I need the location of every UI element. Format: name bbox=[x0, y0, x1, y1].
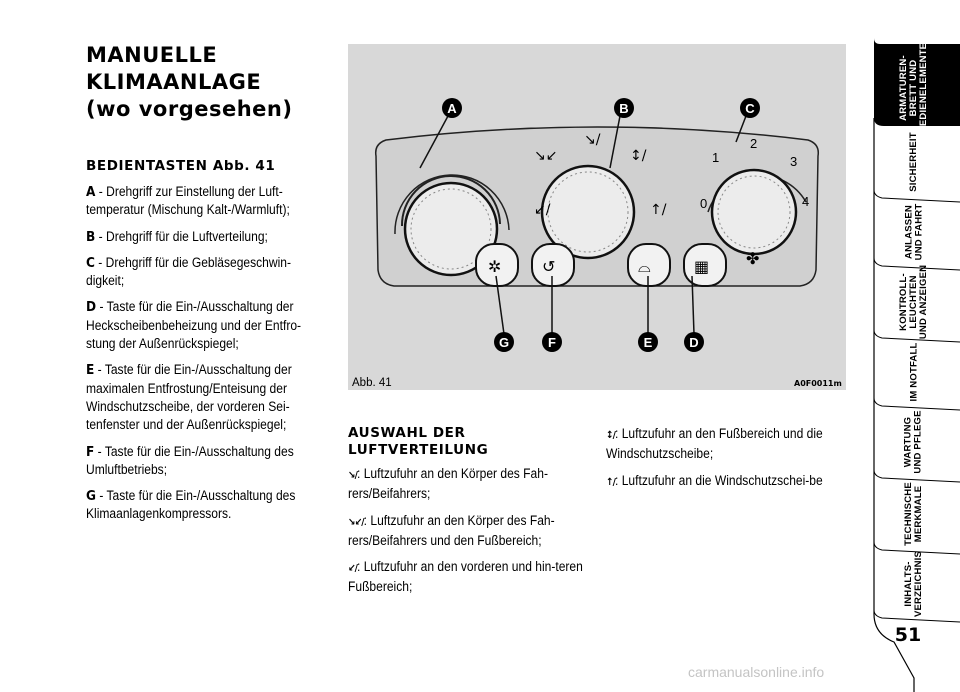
control-item-d: D - Taste für die Ein-/Ausschaltung der Heckscheibenbeheizung und der Entfro-stung der Außenrückspiegel; bbox=[86, 299, 302, 352]
sidebar-tab-kontrollleuchten[interactable]: KONTROLL- LEUCHTEN UND ANZEIGEN bbox=[897, 264, 929, 340]
vent-feet-icon: ↙/ bbox=[534, 202, 551, 218]
sidebar-tab-sicherheit[interactable]: SICHERHEIT bbox=[907, 132, 919, 192]
svg-text:G: G bbox=[498, 335, 510, 350]
sidebar-tab-inhaltsverzeichnis[interactable]: INHALTS- VERZEICHNIS bbox=[902, 550, 924, 618]
control-item-e: E - Taste für die Ein-/Ausschaltung der maximalen Entfrostung/Enteisung der Windschutzscheibe, der vorderen Sei-tenfenster und der Außenrückspiegel; bbox=[86, 362, 292, 433]
callout-c bbox=[740, 98, 760, 118]
vent-icon: ↘↙ bbox=[534, 148, 558, 164]
svg-text:C: C bbox=[745, 101, 755, 116]
speed-mark-4: 4 bbox=[802, 194, 810, 209]
figure-caption: Abb. 41 bbox=[352, 377, 392, 389]
controls-heading: BEDIENTASTEN Abb. 41 bbox=[86, 158, 276, 174]
recirculation-icon: ↺ bbox=[542, 257, 556, 276]
sidebar-tab-anlassen[interactable]: ANLASSEN UND FAHRT bbox=[903, 203, 924, 261]
climate-panel-figure bbox=[348, 44, 846, 390]
air-distribution-section bbox=[348, 425, 588, 605]
vent-windshield-icon: ↑/ bbox=[650, 202, 667, 218]
page-title bbox=[86, 42, 326, 123]
callout-a bbox=[442, 98, 462, 118]
control-item-g: G - Taste für die Ein-/Ausschaltung des Klimaanlagenkompressors. bbox=[86, 488, 296, 522]
title-line-3: (wo vorgesehen) bbox=[86, 97, 293, 121]
svg-text:A: A bbox=[447, 101, 457, 116]
air-distribution-heading: AUSWAHL DER LUFTVERTEILUNG bbox=[348, 425, 489, 458]
rear-defrost-icon: ▦ bbox=[694, 257, 710, 276]
watermark: carmanualsonline.info bbox=[688, 664, 825, 680]
callout-e bbox=[638, 332, 658, 352]
sidebar-tab-technische-merkmale[interactable]: TECHNISCHE MERKMALE bbox=[902, 482, 924, 546]
vent-defrost-icon: ↕/ bbox=[630, 148, 647, 164]
air-distribution-section-cont bbox=[606, 425, 850, 500]
speed-mark-2: 2 bbox=[750, 136, 758, 151]
sidebar-tab-armaturenbrett[interactable]: ARMATUREN- BRETT UND BEDIENELEMENTE bbox=[897, 42, 929, 134]
fan-icon: ✤ bbox=[746, 249, 760, 268]
svg-text:D: D bbox=[689, 335, 699, 350]
air-item-2: ↘↙/: Luftzufuhr an den Körper des Fah-rers/Beifahrers und den Fußbereich; bbox=[348, 512, 555, 548]
control-item-a: A - Drehgriff zur Einstellung der Luft-temperatur (Mischung Kalt-/Warmluft); bbox=[86, 184, 290, 218]
chapter-sidebar bbox=[868, 14, 960, 692]
callout-d bbox=[684, 332, 704, 352]
rear-defrost-button-d[interactable] bbox=[684, 244, 726, 286]
speed-mark-1: 1 bbox=[712, 150, 720, 165]
air-item-5: ↑/: Luftzufuhr an die Windschutzschei-be bbox=[606, 472, 823, 488]
sidebar-tab-notfall[interactable]: IM NOTFALL bbox=[908, 342, 919, 402]
callout-b bbox=[614, 98, 634, 118]
figure-code: A0F0011m bbox=[794, 379, 842, 388]
svg-text:F: F bbox=[548, 335, 556, 350]
air-item-1: ↘/: Luftzufuhr an den Körper des Fah-rers/Beifahrers; bbox=[348, 466, 548, 502]
title-line-2: KLIMAANLAGE bbox=[86, 70, 262, 94]
windshield-defrost-button-e[interactable] bbox=[628, 244, 670, 286]
air-item-3: ↙/: Luftzufuhr an den vorderen und hin-teren Fußbereich; bbox=[348, 559, 583, 595]
sidebar-tab-wartung[interactable]: WARTUNG UND PFLEGE bbox=[902, 410, 924, 474]
callout-f bbox=[542, 332, 562, 352]
speed-mark-0: 0 bbox=[700, 196, 708, 211]
svg-text:B: B bbox=[619, 101, 629, 116]
recirculation-button-f[interactable] bbox=[532, 244, 574, 286]
svg-text:E: E bbox=[643, 335, 653, 350]
control-item-f: F - Taste für die Ein-/Ausschaltung des Umluftbetriebs; bbox=[86, 443, 294, 477]
page-number: 51 bbox=[894, 624, 922, 646]
control-item-b: B - Drehgriff für die Luftverteilung; bbox=[86, 228, 268, 245]
title-line-1: MANUELLE bbox=[86, 43, 218, 67]
controls-section bbox=[86, 158, 326, 532]
climate-panel-illustration bbox=[348, 44, 846, 390]
speed-mark-3: 3 bbox=[790, 154, 798, 169]
control-item-c: C - Drehgriff für die Gebläsegeschwin-digkeit; bbox=[86, 254, 291, 289]
vent-face-icon: ↘/ bbox=[584, 132, 601, 148]
air-item-4: ↕/: Luftzufuhr an den Fußbereich und die Windschutzscheibe; bbox=[606, 426, 823, 462]
windshield-defrost-icon: ⌓ bbox=[638, 257, 651, 276]
snowflake-icon: ✲ bbox=[488, 257, 502, 276]
callout-g bbox=[494, 332, 514, 352]
